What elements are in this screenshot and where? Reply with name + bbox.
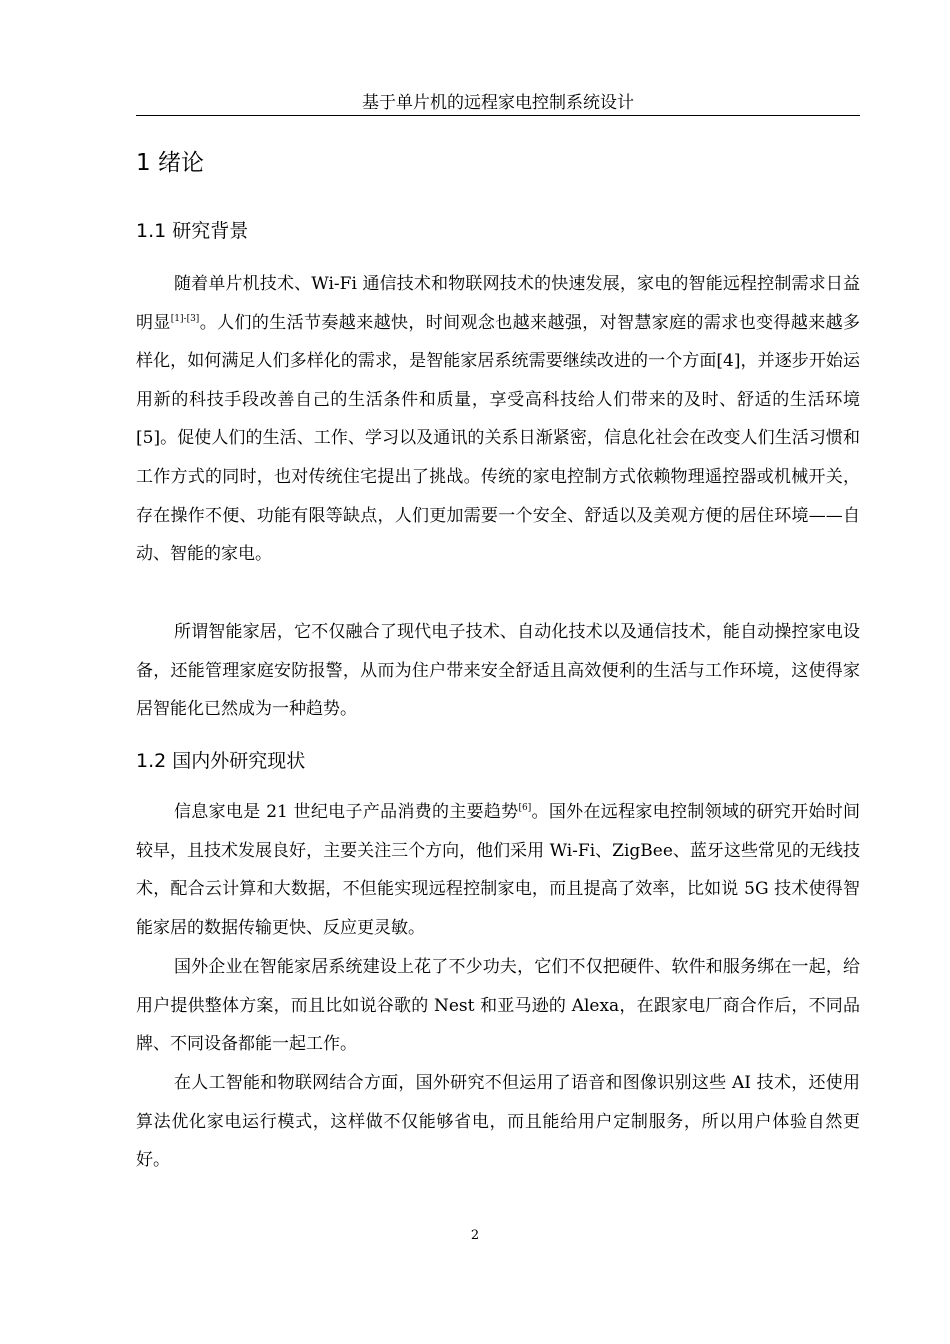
paragraph: 在人工智能和物联网结合方面，国外研究不但运用了语音和图像识别这些 AI 技术，还使用算法优化家电运行模式，这样做不仅能够省电，而且能给用户定制服务，所以用户体验自然更好。 xyxy=(136,1073,860,1171)
section-heading-1-1: 1.1 研究背景 xyxy=(136,220,249,242)
paragraph-text: 。国外在远程家电控制领域的研究开始时间较早，且技术发展良好，主要关注三个方向，他们采用 Wi-Fi、ZigBee、蓝牙这些常见的无线技术，配合云计算和大数据，不但能实现远程控制家电，而且提高了效率，比如说 5G 技术使得智能家居的数据传输更快、反应更灵敏。 xyxy=(136,802,860,938)
paragraph: 国外企业在智能家居系统建设上花了不少功夫，它们不仅把硬件、软件和服务绑在一起，给用户提供整体方案，而且比如说谷歌的 Nest 和亚马逊的 Alexa，在跟家电厂商合作后，不同品牌、不同设备都能一起工作。 xyxy=(136,957,860,1055)
chapter-heading: 1 绪论 xyxy=(136,150,204,176)
page-number: 2 xyxy=(470,1228,480,1243)
running-header: 基于单片机的远程家电控制系统设计 xyxy=(362,93,634,113)
citation-superscript: [1]-[3] xyxy=(170,313,200,324)
section-heading-1-2: 1.2 国内外研究现状 xyxy=(136,750,306,772)
paragraph-text: 信息家电是 21 世纪电子产品消费的主要趋势 xyxy=(174,802,519,822)
paragraph: 所谓智能家居，它不仅融合了现代电子技术、自动化技术以及通信技术，能自动操控家电设备，还能管理家庭安防报警，从而为住户带来安全舒适且高效便利的生活与工作环境，这使得家居智能化已然成为一种趋势。 xyxy=(136,622,860,720)
paragraph-text: 随着单片机技术、Wi-Fi 通信技术和物联网技术的快速发展，家电的智能远程控制需求日益明显 xyxy=(136,274,860,333)
paragraph xyxy=(136,793,860,947)
citation-superscript: [6] xyxy=(518,803,532,813)
paragraph xyxy=(136,265,860,574)
paragraph-text: 。人们的生活节奏越来越快，时间观念也越来越强，对智慧家庭的需求也变得越来越多样化，如何满足人们多样化的需求，是智能家居系统需要继续改进的一个方面[4]，并逐步开始运用新的科技手段改善自己的生活条件和质量，享受高科技给人们带来的及时、舒适的生活环境[5]。促使人们的生活、工作、学习以及通讯的关系日渐紧密，信息化社会在改变人们生活习惯和工作方式的同时，也对传统住宅提出了挑战。传统的家电控制方式依赖物理遥控器或机械开关，存在操作不便、功能有限等缺点，人们更加需要一个安全、舒适以及美观方便的居住环境——自动、智能的家电。 xyxy=(136,312,861,565)
header-divider xyxy=(136,115,860,116)
